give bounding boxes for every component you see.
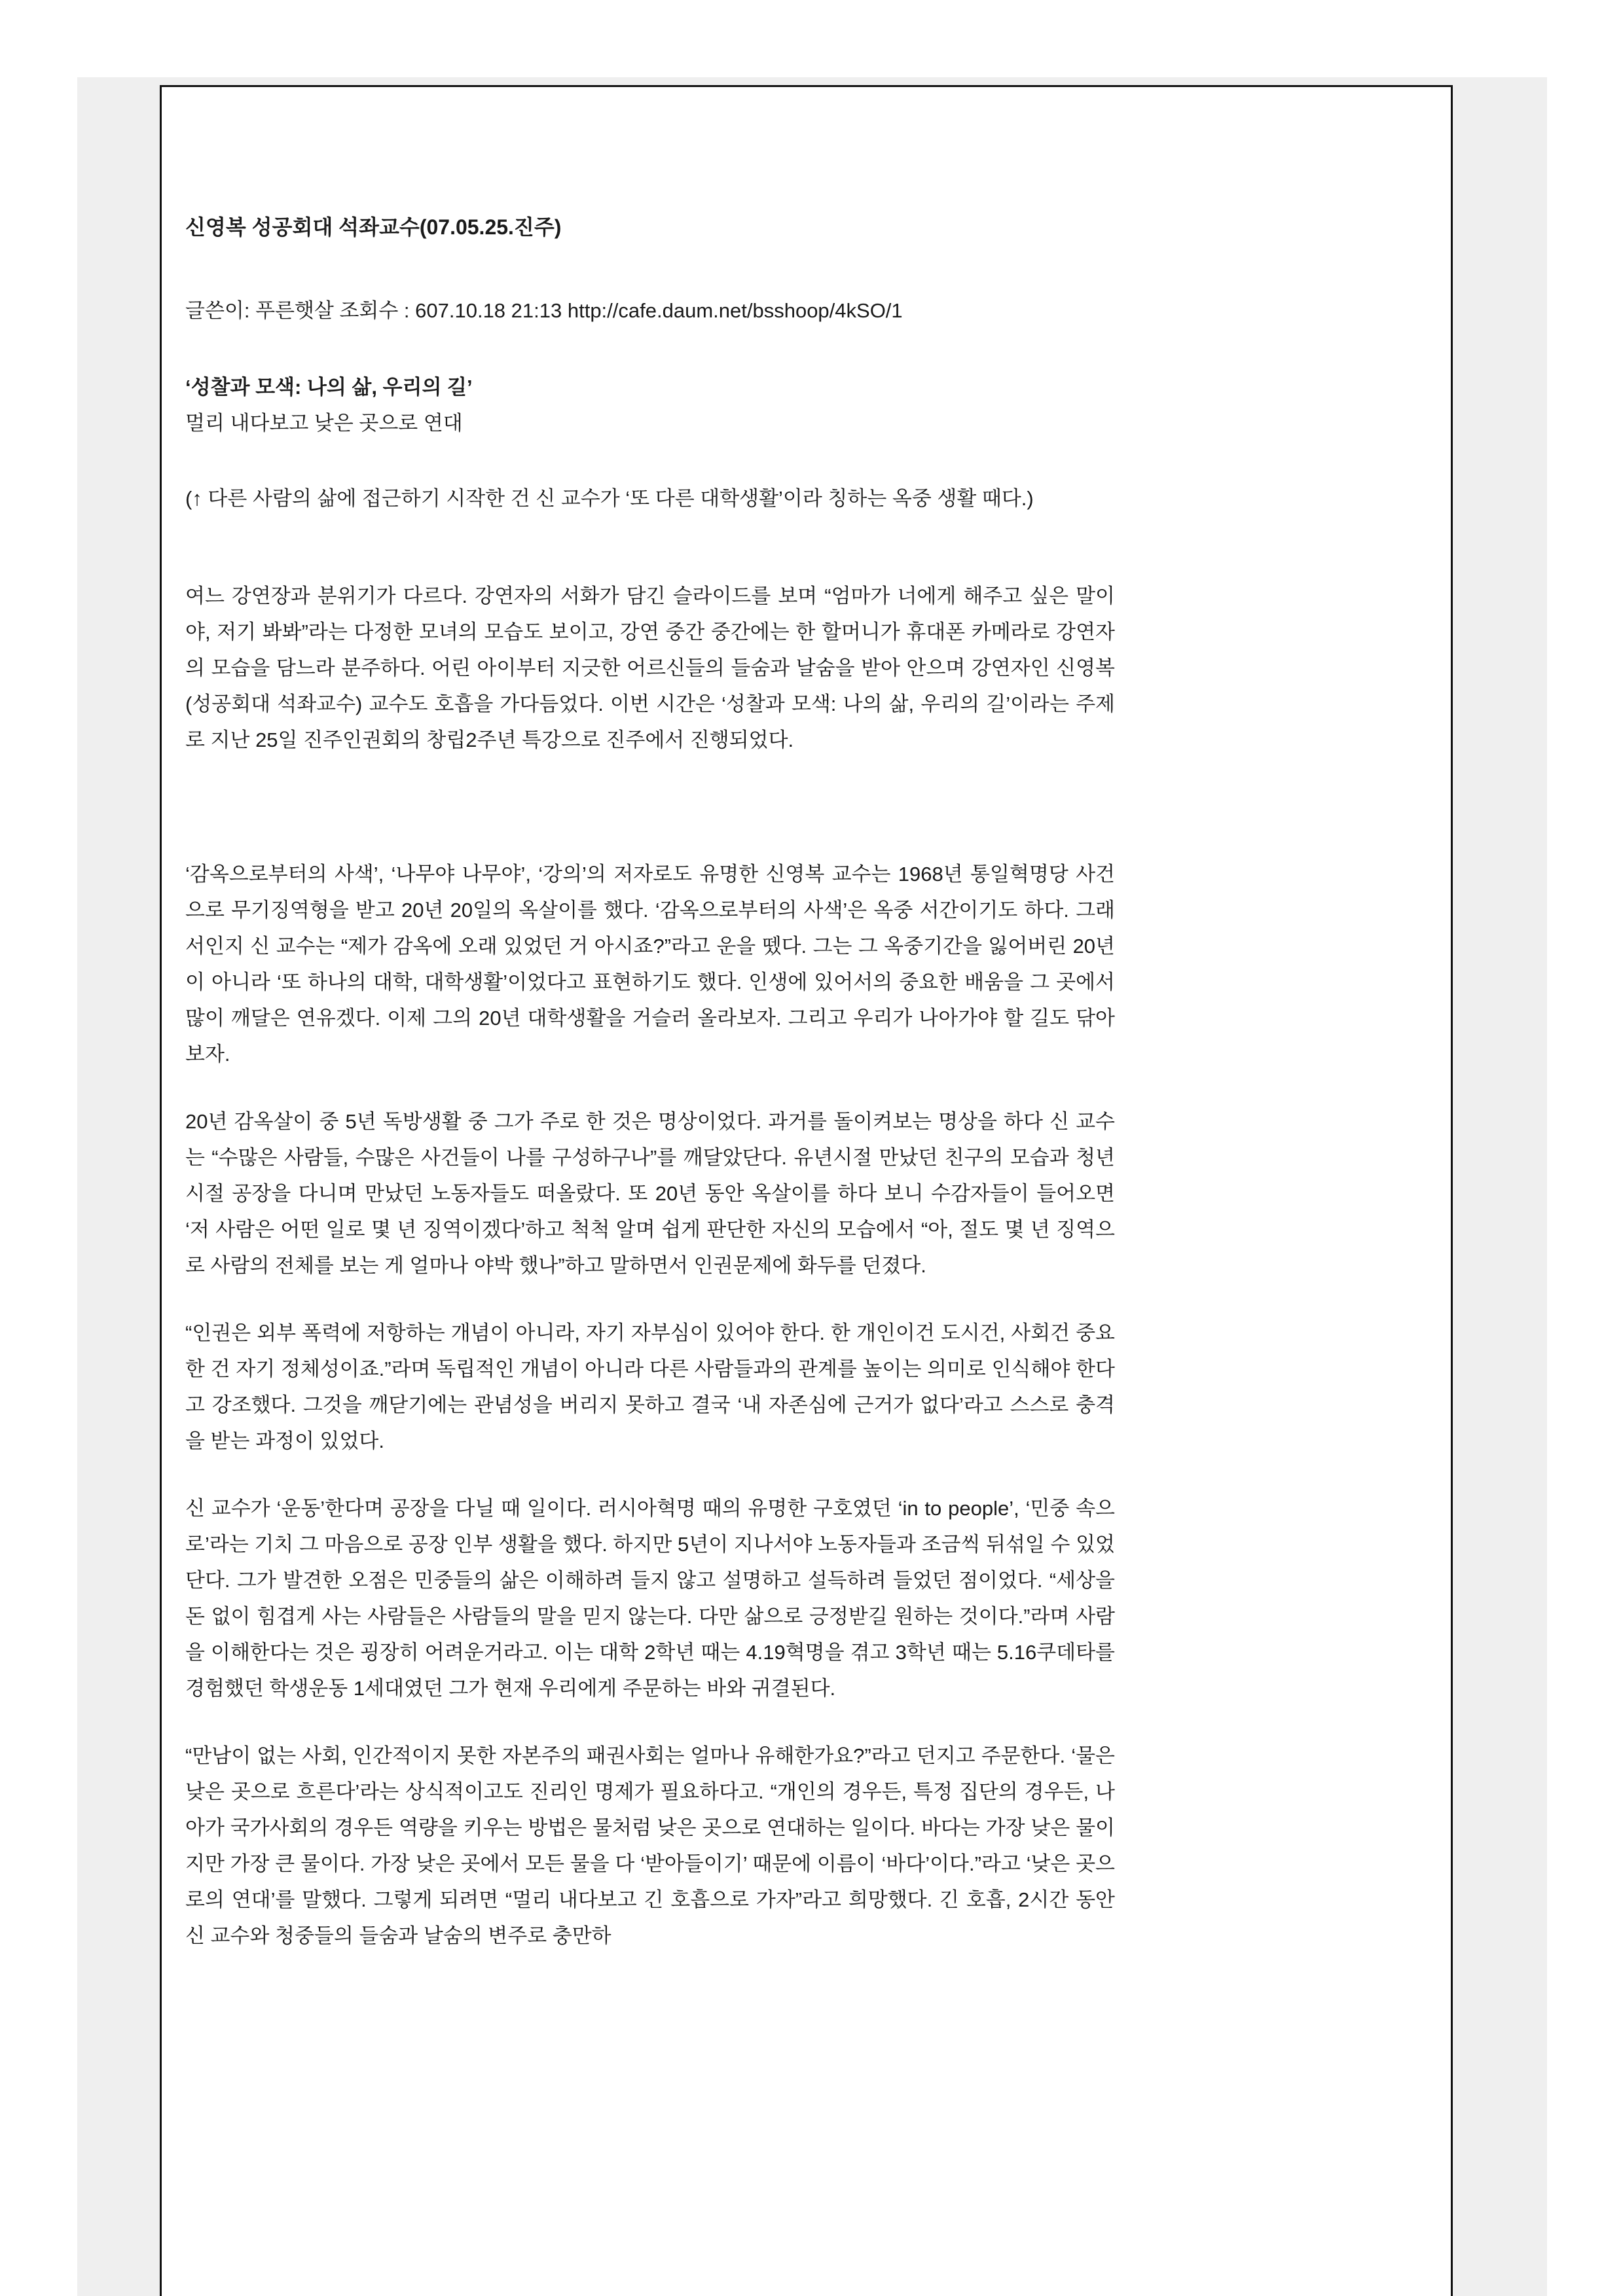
- photo-caption: (↑ 다른 사람의 삶에 접근하기 시작한 건 신 교수가 ‘또 다른 대학생활’이라 칭하는 옥중 생활 때다.): [185, 487, 1034, 510]
- paragraph-1: 여느 강연장과 분위기가 다르다. 강연자의 서화가 담긴 슬라이드를 보며 “엄마가 너에게 해주고 싶은 말이야, 저기 봐봐”라는 다정한 모녀의 모습도 보이고, 강연 중간 중간에는 한 할머니가 휴대폰 카메라로 강연자의 모습을 담느라 분주하다. 어린 아이부터 지긋한 어르신들의 들숨과 날숨을 받아 안으며 강연자인 신영복(성공회대 석좌교수) 교수도 호흡을 가다듬었다. 이번 시간은 ‘성찰과 모색: 나의 삶, 우리의 길’이라는 주제로 지난 25일 진주인권회의 창립2주년 특강으로 진주에서 진행되었다.: [185, 584, 1115, 751]
- article-meta: 글쓴이: 푸른햇살 조회수 : 607.10.18 21:13 http://cafe.daum.net/bsshoop/4kSO/1: [185, 299, 903, 322]
- article-subheading: ‘성찰과 모색: 나의 삶, 우리의 길’: [185, 376, 473, 399]
- paragraph-3: 20년 감옥살이 중 5년 독방생활 중 그가 주로 한 것은 명상이었다. 과거를 돌이켜보는 명상을 하다 신 교수는 “수많은 사람들, 수많은 사건들이 나를 구성하구나”를 깨달았단다. 유년시절 만났던 친구의 모습과 청년시절 공장을 다니며 만났던 노동자들도 떠올랐다. 또 20년 동안 옥살이를 하다 보니 수감자들이 들어오면 ‘저 사람은 어떤 일로 몇 년 징역이겠다’하고 척척 알며 쉽게 판단한 자신의 모습에서 “아, 절도 몇 년 징역으로 사람의 전체를 보는 게 얼마나 야박 했나”하고 말하면서 인권문제에 화두를 던졌다.: [185, 1110, 1115, 1277]
- paragraph-6: “만남이 없는 사회, 인간적이지 못한 자본주의 패권사회는 얼마나 유해한가요?”라고 던지고 주문한다. ‘물은 낮은 곳으로 흐른다’라는 상식적이고도 진리인 명제가 필요하다고. “개인의 경우든, 특정 집단의 경우든, 나아가 국가사회의 경우든 역량을 키우는 방법은 물처럼 낮은 곳으로 연대하는 일이다. 바다는 가장 낮은 물이지만 가장 큰 물이다. 가장 낮은 곳에서 모든 물을 다 ‘받아들이기’ 때문에 이름이 ‘바다’이다.”라고 ‘낮은 곳으로의 연대’를 말했다. 그렇게 되려면 “멀리 내다보고 긴 호흡으로 가자”라고 희망했다. 긴 호흡, 2시간 동안 신 교수와 청중들의 들숨과 날숨의 변주로 충만하: [185, 1744, 1115, 1947]
- paragraph-2: ‘감옥으로부터의 사색’, ‘나무야 나무야’, ‘강의’의 저자로도 유명한 신영복 교수는 1968년 통일혁명당 사건으로 무기징역형을 받고 20년 20일의 옥살이를 했다. ‘감옥으로부터의 사색’은 옥중 서간이기도 하다. 그래서인지 신 교수는 “제가 감옥에 오래 있었던 거 아시죠?”라고 운을 뗐다. 그는 그 옥중기간을 잃어버린 20년이 아니라 ‘또 하나의 대학, 대학생활’이었다고 표현하기도 했다. 인생에 있어서의 중요한 배움을 그 곳에서 많이 깨달은 연유겠다. 이제 그의 20년 대학생활을 거슬러 올라보자. 그리고 우리가 나아가야 할 길도 닦아보자.: [185, 863, 1115, 1066]
- paragraph-4: “인권은 외부 폭력에 저항하는 개념이 아니라, 자기 자부심이 있어야 한다. 한 개인이건 도시건, 사회건 중요한 건 자기 정체성이죠.”라며 독립적인 개념이 아니라 다른 사람들과의 관계를 높이는 의미로 인식해야 한다고 강조했다. 그것을 깨닫기에는 관념성을 버리지 못하고 결국 ‘내 자존심에 근거가 없다’라고 스스로 충격을 받는 과정이 있었다.: [185, 1321, 1115, 1452]
- article-title: 신영복 성공회대 석좌교수(07.05.25.진주): [185, 215, 562, 239]
- paragraph-5: 신 교수가 ‘운동’한다며 공장을 다닐 때 일이다. 러시아혁명 때의 유명한 구호였던 ‘in to people’, ‘민중 속으로’라는 기치 그 마음으로 공장 인부 생활을 했다. 하지만 5년이 지나서야 노동자들과 조금씩 뒤섞일 수 있었단다. 그가 발견한 오점은 민중들의 삶은 이해하려 들지 않고 설명하고 설득하려 들었던 점이었다. “세상을 돈 없이 힘겹게 사는 사람들은 사람들의 말을 믿지 않는다. 다만 삶으로 긍정받길 원하는 것이다.”라며 사람을 이해한다는 것은 굉장히 어려운거라고. 이는 대학 2학년 때는 4.19혁명을 겪고 3학년 때는 5.16쿠데타를 경험했던 학생운동 1세대였던 그가 현재 우리에게 주문하는 바와 귀결된다.: [185, 1497, 1115, 1700]
- article-subtitle: 멀리 내다보고 낮은 곳으로 연대: [185, 412, 463, 435]
- article-body: [185, 209, 1115, 1954]
